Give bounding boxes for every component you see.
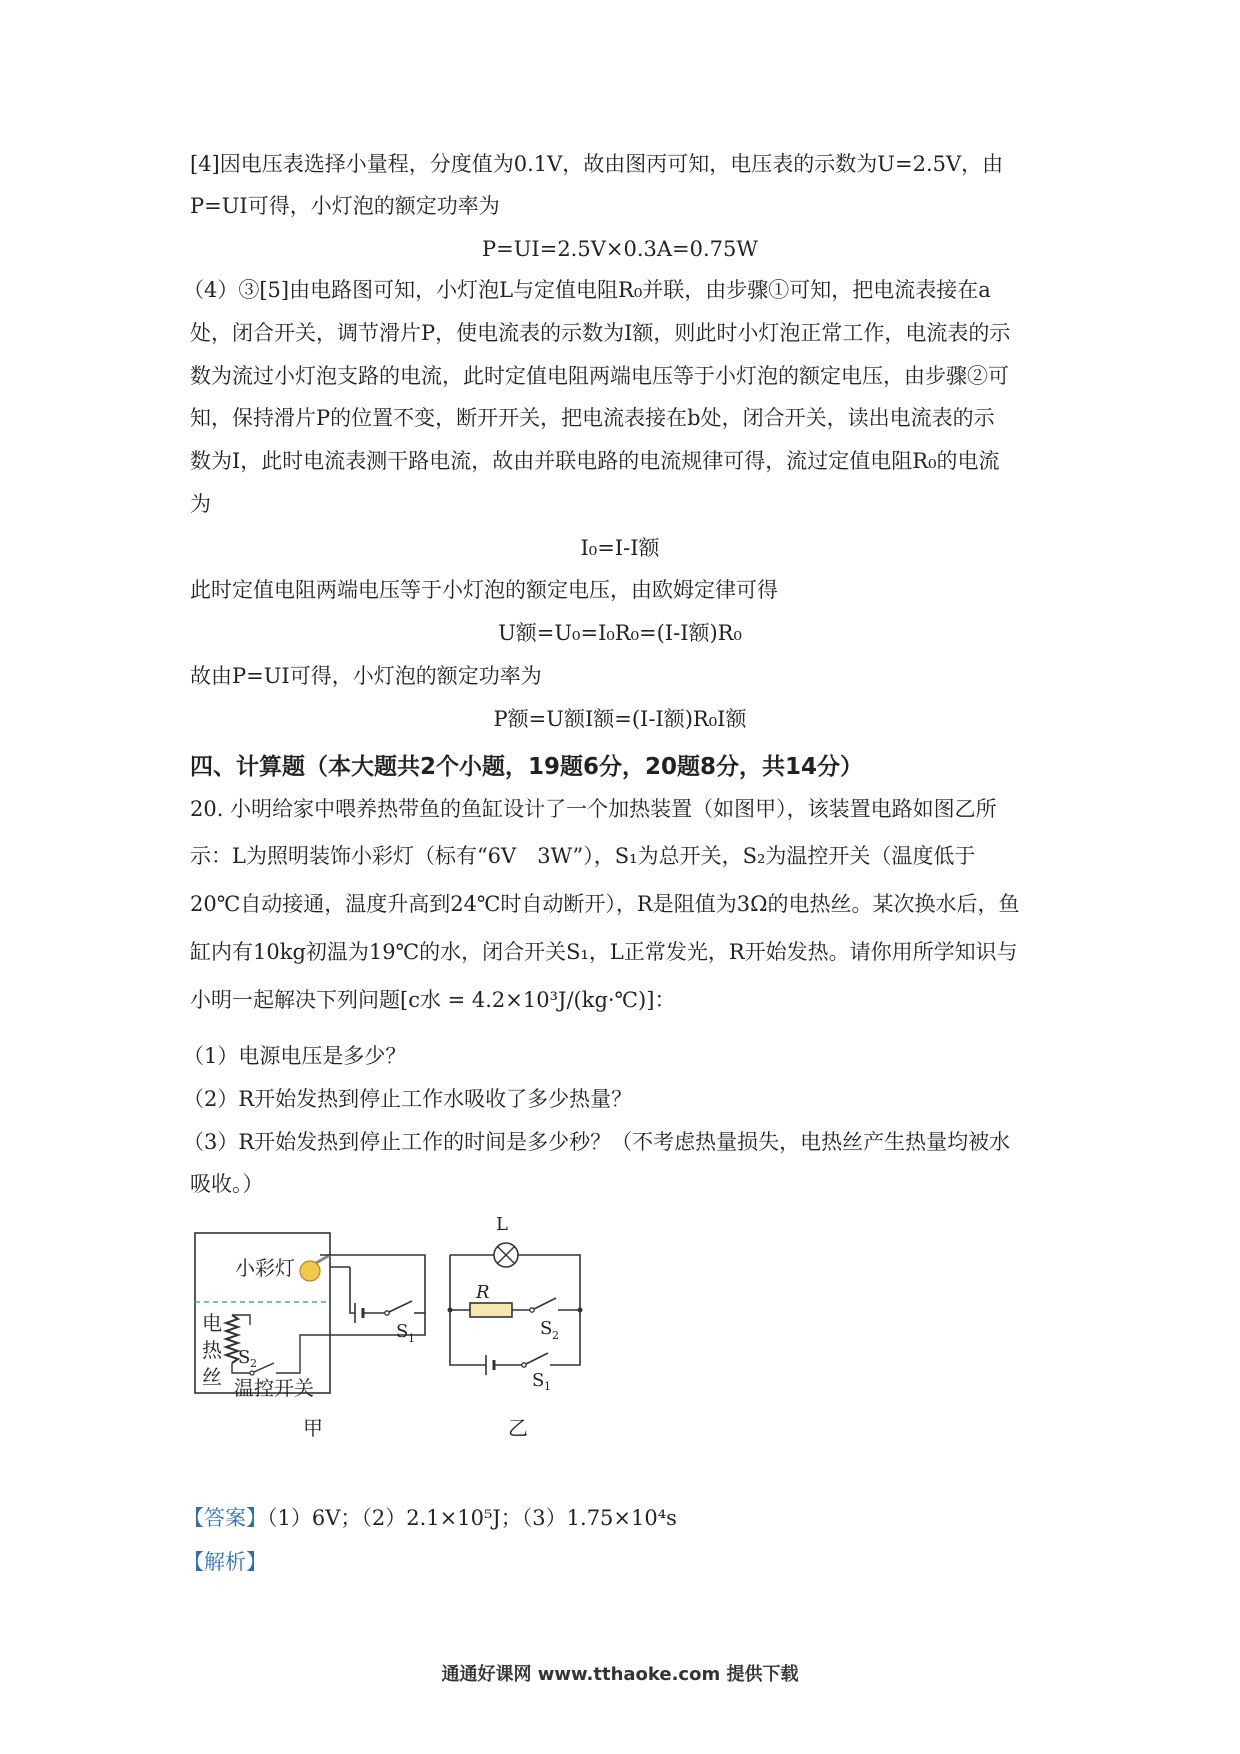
s2-label: S xyxy=(238,1347,251,1368)
lamp-label: 小彩灯 xyxy=(235,1256,295,1280)
question-20-part-1: （1）电源电压是多少？ xyxy=(183,1044,407,1068)
heater-label-2: 热 xyxy=(202,1338,222,1362)
equation-rated-power: P额=U额I额=(I-I额)R₀I额 xyxy=(493,707,747,731)
s1-subscript: 1 xyxy=(408,1332,415,1345)
solution-5-line-4: 知，保持滑片P的位置不变，断开开关，把电流表接在b处，闭合开关，读出电流表的示 xyxy=(190,406,995,430)
s1-label: S xyxy=(532,1370,545,1390)
s2-subscript: 2 xyxy=(552,1329,559,1342)
question-20-part-3: （3）R开始发热到停止工作的时间是多少秒？（不考虑热量损失，电热丝产生热量均被水 xyxy=(183,1130,1011,1154)
thermostat-label: 温控开关 xyxy=(234,1376,314,1400)
question-20-line-4: 缸内有10kg初温为19℃的水，闭合开关S₁，L正常发光，R开始发热。请你用所学知识与 xyxy=(190,940,1018,964)
solution-5-line-6: 为 xyxy=(190,492,211,516)
heater-coil-icon xyxy=(226,1315,238,1363)
section-heading: 四、计算题（本大题共2个小题，19题6分，20题8分，共14分） xyxy=(190,754,864,780)
switch-s2-contact xyxy=(250,1371,254,1375)
solution-5-line-8: 故由P=UI可得，小灯泡的额定功率为 xyxy=(190,664,542,688)
figure-yi xyxy=(440,1210,600,1390)
question-20-line-1: 20. 小明给家中喂养热带鱼的鱼缸设计了一个加热装置（如图甲），该装置电路如图乙所 xyxy=(190,797,997,821)
switch-s1-blade-icon xyxy=(389,1301,412,1312)
switch-s1-blade-icon xyxy=(526,1353,548,1364)
switch-s2-blade-icon xyxy=(254,1363,274,1372)
switch-s1-contact xyxy=(522,1363,526,1367)
question-20-part-2: （2）R开始发热到停止工作水吸收了多少热量？ xyxy=(183,1087,633,1111)
question-20-line-5: 小明一起解决下列问题[c水 = 4.2×10³J/(kg·℃)]： xyxy=(190,988,676,1012)
footer-source: 通通好课网 www.tthaoke.com 提供下载 xyxy=(441,1664,799,1685)
solution-5-line-1: （4）③[5]由电路图可知，小灯泡L与定值电阻R₀并联，由步骤①可知，把电流表接在a xyxy=(183,278,991,302)
resistor-r-icon xyxy=(470,1303,512,1317)
switch-s2-blade-icon xyxy=(534,1298,556,1309)
lamp-l-label: L xyxy=(496,1214,508,1235)
answer-text: （1）6V；（2）2.1×10⁵J；（3）1.75×10⁴s xyxy=(267,1506,677,1530)
heater-label-3: 丝 xyxy=(202,1365,222,1389)
heater-label-1: 电 xyxy=(202,1311,222,1335)
equation-power: P=UI=2.5V×0.3A=0.75W xyxy=(482,237,758,261)
analysis-tag: 【解析】 xyxy=(183,1550,267,1574)
solution-4-line-1: [4]因电压表选择小量程，分度值为0.1V，故由图丙可知，电压表的示数为U=2.5V，由 xyxy=(190,152,1004,176)
question-20-part-3-continued: 吸收。） xyxy=(190,1172,264,1196)
solution-5-line-2: 处，闭合开关，调节滑片P，使电流表的示数为I额，则此时小灯泡正常工作，电流表的示 xyxy=(190,321,1011,345)
answer-tag: 【答案】 xyxy=(183,1506,267,1530)
equation-voltage: U额=U₀=I₀R₀=(I-I额)R₀ xyxy=(498,621,742,645)
switch-s1-contact xyxy=(385,1311,389,1315)
s2-subscript: 2 xyxy=(250,1357,257,1370)
s2-label: S xyxy=(540,1318,553,1339)
solution-5-line-3: 数为流过小灯泡支路的电流，此时定值电阻两端电压等于小灯泡的额定电压，由步骤②可 xyxy=(190,364,1009,388)
figure-jia xyxy=(190,1215,440,1415)
solution-4-line-2: P=UI可得，小灯泡的额定功率为 xyxy=(190,194,500,218)
equation-current: I₀=I-I额 xyxy=(580,536,660,560)
question-20-line-3: 20℃自动接通，温度升高到24℃时自动断开），R是阻值为3Ω的电热丝。某次换水后，鱼 xyxy=(190,892,1020,916)
solution-5-line-5: 数为I，此时电流表测干路电流，故由并联电路的电流规律可得，流过定值电阻R₀的电流 xyxy=(190,449,1000,473)
lamp-base-icon xyxy=(316,1255,330,1263)
question-20-line-2: 示：L为照明装饰小彩灯（标有“6V 3W”），S₁为总开关，S₂为温控开关（温度低于 xyxy=(190,844,976,868)
figure-jia-caption: 甲 xyxy=(303,1416,323,1440)
answer-line xyxy=(183,1504,677,1532)
figure-yi-caption: 乙 xyxy=(508,1416,528,1440)
switch-s2-contact xyxy=(530,1308,534,1312)
s1-subscript: 1 xyxy=(544,1380,551,1390)
analysis-line xyxy=(183,1548,267,1576)
resistor-r-label: R xyxy=(476,1282,490,1303)
s1-label: S xyxy=(396,1321,409,1342)
solution-5-line-7: 此时定值电阻两端电压等于小灯泡的额定电压，由欧姆定律可得 xyxy=(190,578,778,602)
